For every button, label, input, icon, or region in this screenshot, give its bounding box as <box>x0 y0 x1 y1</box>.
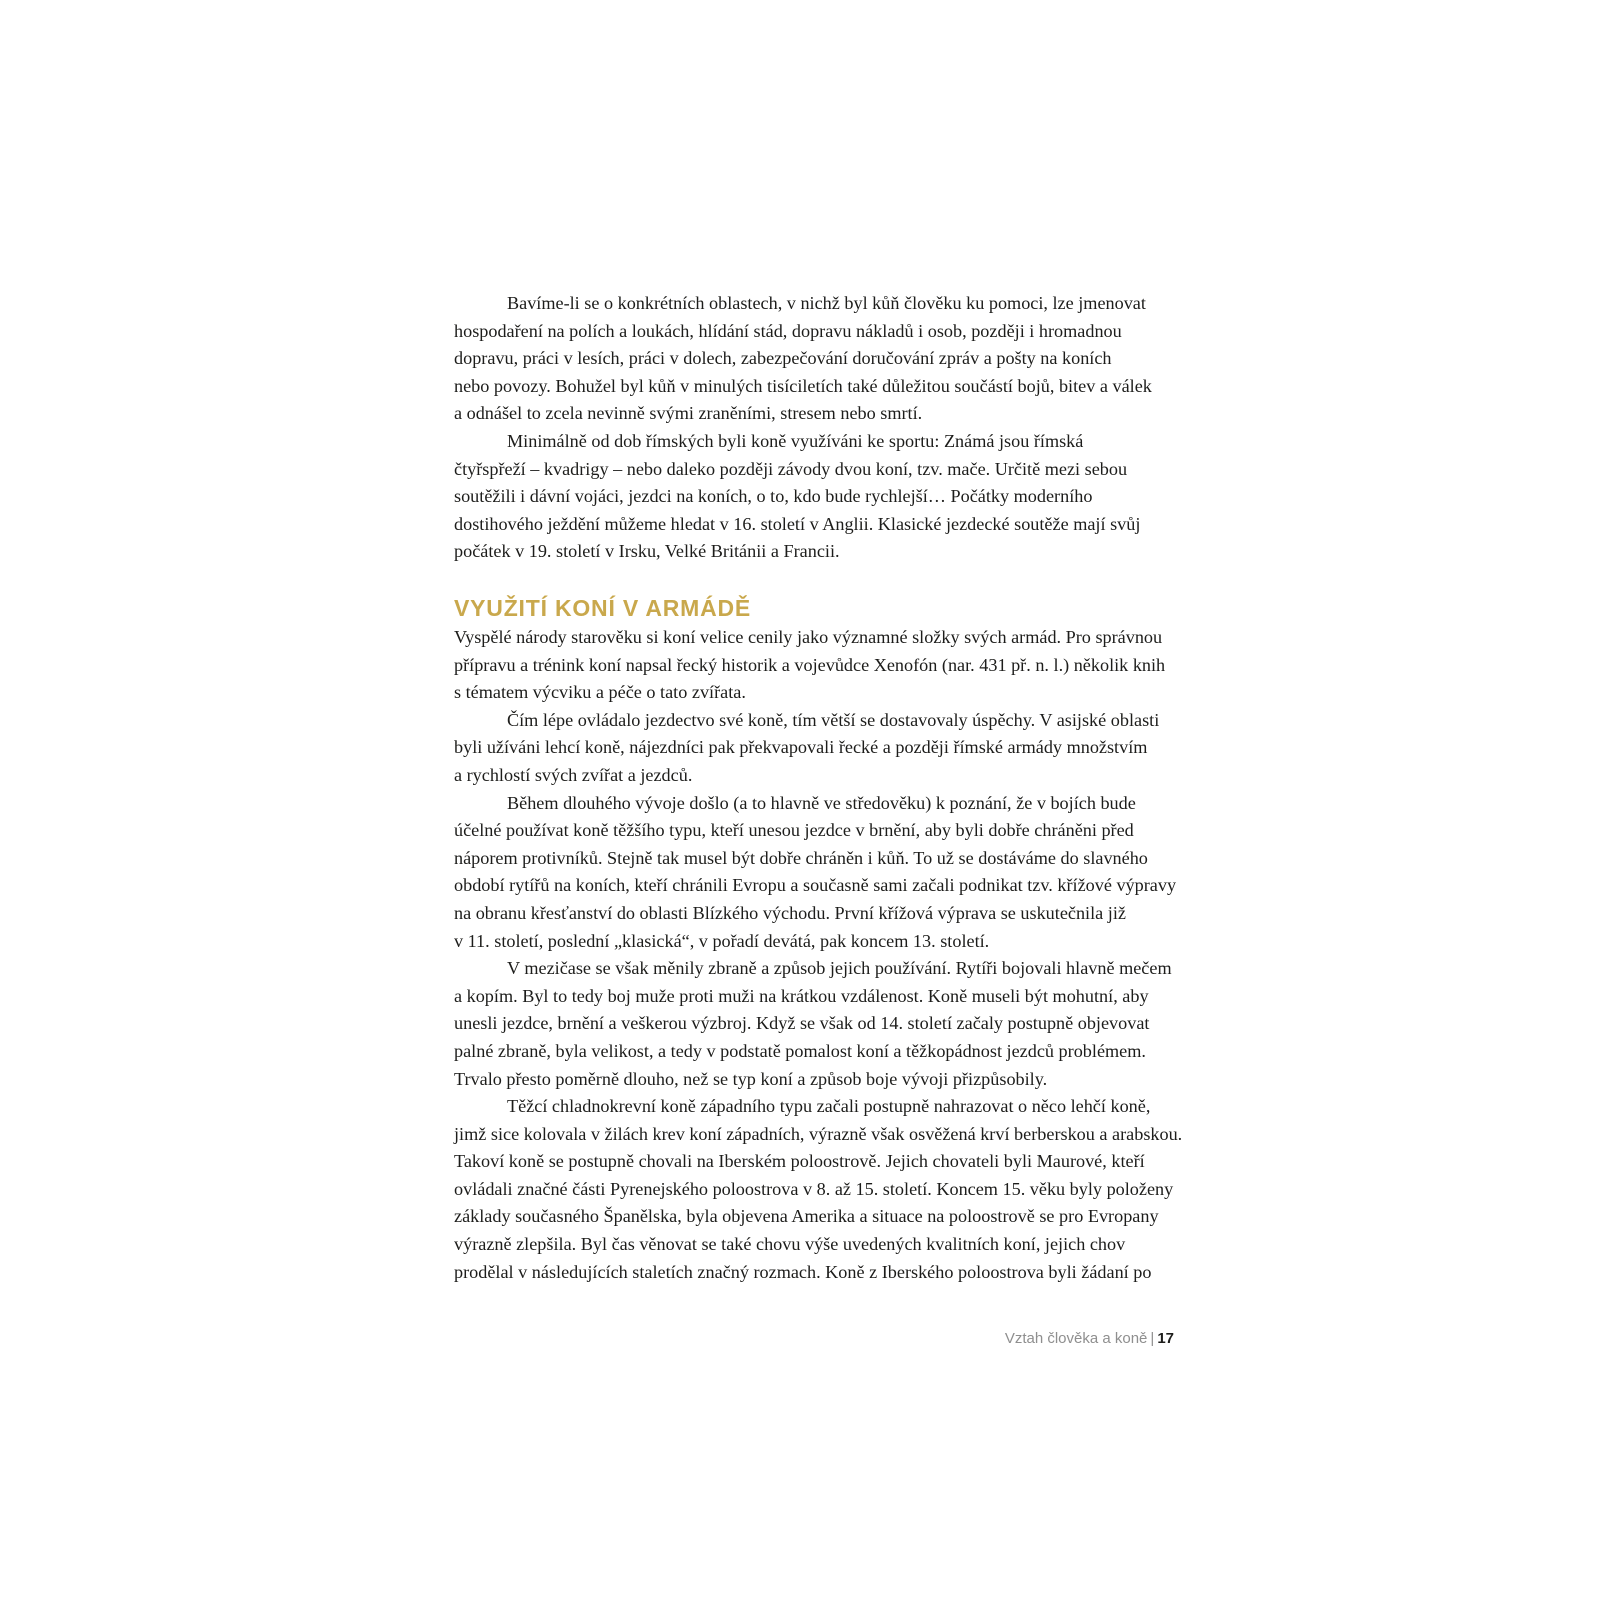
paragraph <box>454 955 1174 1093</box>
paragraph <box>454 790 1177 956</box>
text-line: Čím lépe ovládalo jezdectvo své koně, tím větší se dostavovaly úspěchy. V asijské oblasti <box>507 709 1160 730</box>
page-number: 17 <box>1157 1330 1174 1347</box>
text-line: Vyspělé národy starověku si koní velice cenily jako významné složky svých armád. Pro správnou <box>454 627 1163 647</box>
paragraph <box>454 624 1174 707</box>
text-line: a kopím. Byl to tedy boj muže proti muži na krátkou vzdálenost. Koně museli být mohutní, aby <box>454 985 1149 1006</box>
text-line: a rychlostí svých zvířat a jezdců. <box>454 764 693 785</box>
text-line: hospodaření na polích a loukách, hlídání stád, dopravu nákladů i osob, později i hromadnou <box>454 320 1122 341</box>
intro-text <box>454 290 1174 566</box>
text-line: nebo povozy. Bohužel byl kůň v minulých tisíciletích také důležitou součástí bojů, bitev a válek <box>454 375 1152 396</box>
text-line: účelné používat koně těžšího typu, kteří unesou jezdce v brnění, aby byli dobře chráněni před <box>454 820 1134 841</box>
text-line: dostihového ježdění můžeme hledat v 16. století v Anglii. Klasické jezdecké soutěže mají svůj <box>454 513 1141 534</box>
text-line: na obranu křesťanství do oblasti Blízkého východu. První křížová výprava se uskutečnila již <box>454 902 1126 923</box>
text-line: Během dlouhého vývoje došlo (a to hlavně ve středověku) k poznání, že v bojích bude <box>507 792 1136 813</box>
paragraph <box>454 428 1174 566</box>
text-line: unesli jezdce, brnění a veškerou výzbroj. Když se však od 14. století začaly postupně objevovat <box>454 1013 1150 1034</box>
text-line: ovládali značné části Pyrenejského poloostrova v 8. až 15. století. Koncem 15. věku byly položeny <box>454 1178 1174 1199</box>
text-line: s tématem výcviku a péče o tato zvířata. <box>454 682 746 703</box>
text-line: Minimálně od dob římských byli koně využíváni ke sportu: Známá jsou římská <box>507 430 1084 451</box>
section-text <box>454 624 1183 1286</box>
text-line: Bavíme-li se o konkrétních oblastech, v nichž byl kůň člověku ku pomoci, lze jmenovat <box>507 293 1146 313</box>
paragraph <box>454 707 1174 790</box>
text-line: přípravu a trénink koní napsal řecký historik a vojevůdce Xenofón (nar. 431 př. n. l.) několik knih <box>454 654 1166 675</box>
paragraph <box>454 290 1174 428</box>
text-line: výrazně zlepšila. Byl čas věnovat se také chovu výše uvedených kvalitních koní, jejich chov <box>454 1234 1126 1255</box>
text-line: a odnášel to zcela nevinně svými zraněními, stresem nebo smrtí. <box>454 403 923 424</box>
text-line: prodělal v následujících staletích značný rozmach. Koně z Iberského poloostrova byli žádaní po <box>454 1261 1152 1282</box>
text-line: Těžcí chladnokrevní koně západního typu začali postupně nahrazovat o něco lehčí koně, <box>507 1096 1151 1117</box>
footer-separator: | <box>1150 1330 1155 1347</box>
text-line: V mezičase se však měnily zbraně a způsob jejich používání. Rytíři bojovali hlavně mečem <box>507 958 1172 979</box>
text-line: čtyřspřeží – kvadrigy – nebo daleko později závody dvou koní, tzv. mače. Určitě mezi sebou <box>454 458 1128 479</box>
text-line: v 11. století, poslední „klasická“, v pořadí devátá, pak koncem 13. století. <box>454 930 990 951</box>
running-title: Vztah člověka a koně <box>1004 1330 1148 1347</box>
paragraph <box>454 1093 1183 1286</box>
text-line: dopravu, práci v lesích, práci v dolech, zabezpečování doručování zpráv a pošty na koních <box>454 348 1112 369</box>
section-heading: VYUŽITÍ KONÍ V ARMÁDĚ <box>454 595 752 621</box>
text-line: základy současného Španělska, byla objevena Amerika a situace na poloostrově se pro Evropany <box>454 1206 1159 1227</box>
book-page <box>454 0 1183 1600</box>
text-line: byli užíváni lehcí koně, nájezdníci pak překvapovali řecké a později římské armády množstvím <box>454 737 1148 758</box>
text-line: počátek v 19. století v Irsku, Velké Británii a Francii. <box>454 541 840 562</box>
text-line: Takoví koně se postupně chovali na Iberském poloostrově. Jejich chovateli byli Maurové, kteří <box>454 1151 1145 1172</box>
text-line: Trvalo přesto poměrně dlouho, než se typ koní a způsob boje vývoji přizpůsobily. <box>454 1068 1048 1089</box>
text-line: jimž sice kolovala v žilách krev koní západních, výrazně však osvěžená krví berberskou a arabskou. <box>454 1123 1183 1144</box>
text-line: náporem protivníků. Stejně tak musel být dobře chráněn i kůň. To už se dostáváme do slavného <box>454 847 1148 868</box>
text-line: palné zbraně, byla velikost, a tedy v podstatě pomalost koní a těžkopádnost jezdců problémem. <box>454 1040 1146 1061</box>
text-line: období rytířů na koních, kteří chránili Evropu a současně sami začali podnikat tzv. křížové výpravy <box>454 875 1177 896</box>
text-line: soutěžili i dávní vojáci, jezdci na koních, o to, kdo bude rychlejší… Počátky moderního <box>454 486 1093 507</box>
page-footer <box>1005 1329 1174 1349</box>
